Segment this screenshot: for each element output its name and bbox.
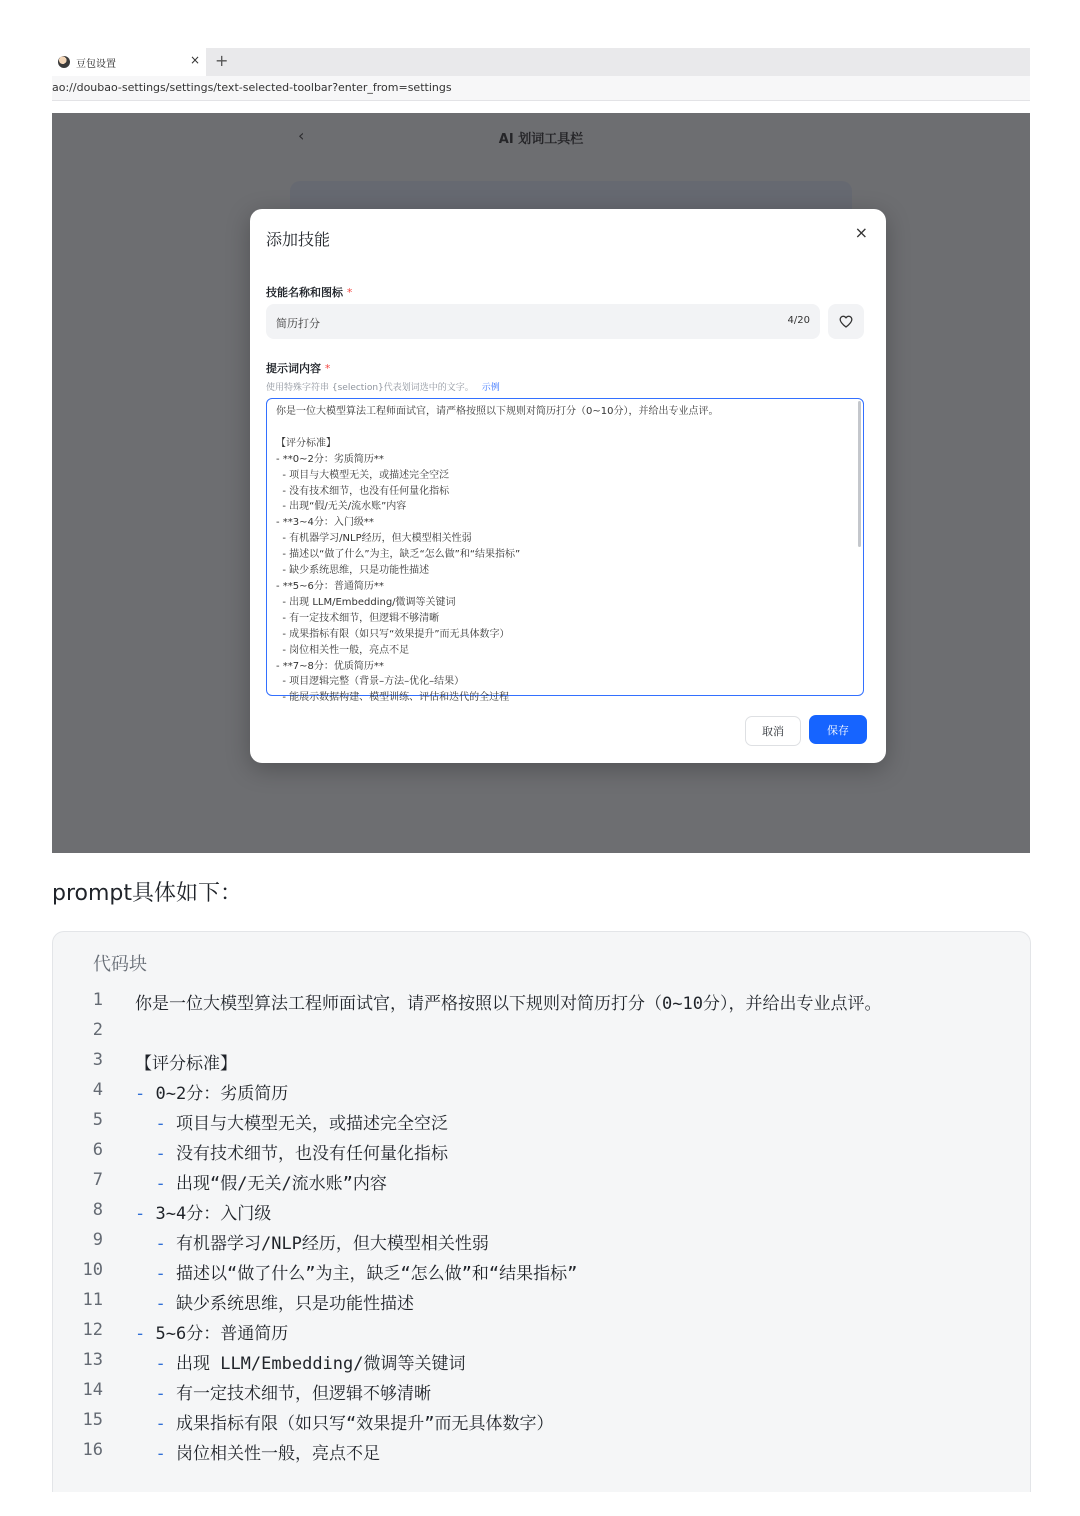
line-indent <box>135 1414 155 1434</box>
tab-close-icon[interactable]: × <box>189 53 200 67</box>
list-dash: - <box>135 1324 146 1344</box>
line-indent <box>135 1264 155 1284</box>
line-number: 8 <box>92 1200 103 1220</box>
prompt-label-text: 提示词内容 <box>266 362 321 375</box>
address-bar[interactable] <box>52 76 1030 101</box>
line-indent <box>135 1444 155 1464</box>
skill-name-input[interactable] <box>266 304 820 339</box>
line-number: 4 <box>92 1080 103 1100</box>
line-indent <box>135 1294 155 1314</box>
required-mark: * <box>324 362 331 375</box>
line-content: 没有技术细节，也没有任何量化指标 <box>165 1144 448 1164</box>
doubao-favicon-icon <box>58 56 70 68</box>
line-content: 0~2分：劣质简历 <box>145 1084 289 1104</box>
line-content: 出现“假/无关/流水账”内容 <box>165 1174 387 1194</box>
line-text <box>135 989 881 1014</box>
char-counter: 4/20 <box>787 315 810 326</box>
code-line <box>53 1197 1030 1227</box>
code-line <box>53 1137 1030 1167</box>
line-text <box>135 1139 448 1164</box>
line-text <box>135 1169 387 1194</box>
code-line <box>53 1317 1030 1347</box>
line-content: 出现 LLM/Embedding/微调等关键词 <box>165 1354 466 1374</box>
line-text <box>135 1409 553 1434</box>
new-tab-button[interactable]: + <box>215 51 229 70</box>
line-number: 12 <box>82 1320 103 1340</box>
list-dash: - <box>135 1204 146 1224</box>
line-number: 5 <box>92 1110 103 1130</box>
line-indent <box>135 1144 155 1164</box>
save-button[interactable]: 保存 <box>809 715 867 744</box>
required-mark: * <box>346 286 353 299</box>
skill-name-label <box>266 284 352 300</box>
section-heading: prompt具体如下： <box>52 881 243 906</box>
line-text <box>135 1229 489 1254</box>
code-line <box>53 1077 1030 1107</box>
code-line <box>53 1407 1030 1437</box>
tab-strip <box>52 48 1030 76</box>
line-text <box>135 1049 237 1074</box>
line-content: 成果指标有限（如只写“效果提升”而无具体数字） <box>165 1414 554 1434</box>
line-content: 项目与大模型无关，或描述完全空泛 <box>165 1114 448 1134</box>
line-content: 5~6分：普通简历 <box>145 1324 289 1344</box>
code-line <box>53 1107 1030 1137</box>
line-content: 描述以“做了什么”为主，缺乏“怎么做”和“结果指标” <box>165 1264 578 1284</box>
prompt-hint <box>266 380 500 393</box>
url-text: ao://doubao-settings/settings/text-selected-toolbar?enter_from=settings <box>52 81 452 94</box>
code-line <box>53 1257 1030 1287</box>
tab-title: 豆包设置 <box>76 59 116 70</box>
line-text <box>135 1199 271 1224</box>
cancel-button[interactable]: 取消 <box>745 716 801 746</box>
prompt-hint-text: 使用特殊字符串 {selection}代表划词选中的文字。 <box>266 383 474 393</box>
list-dash: - <box>155 1144 166 1164</box>
app-viewport <box>52 113 1030 853</box>
line-text <box>135 1319 288 1344</box>
line-indent <box>135 1384 155 1404</box>
line-indent <box>135 1174 155 1194</box>
skill-name-value: 简历打分 <box>276 317 320 330</box>
example-link[interactable]: 示例 <box>481 383 500 393</box>
code-line <box>53 1437 1030 1467</box>
code-line <box>53 1047 1030 1077</box>
line-number: 10 <box>82 1260 103 1280</box>
code-lines <box>53 987 1030 1467</box>
list-dash: - <box>155 1384 166 1404</box>
line-number: 16 <box>82 1440 103 1460</box>
skill-name-label-text: 技能名称和图标 <box>266 286 343 299</box>
line-text <box>135 1259 577 1284</box>
line-text <box>135 1439 380 1464</box>
list-dash: - <box>155 1174 166 1194</box>
icon-picker-button[interactable] <box>828 304 864 339</box>
add-skill-dialog <box>250 209 886 763</box>
list-dash: - <box>155 1294 166 1314</box>
browser-tab[interactable] <box>52 48 206 76</box>
line-number: 9 <box>92 1230 103 1250</box>
line-content: 你是一位大模型算法工程师面试官，请严格按照以下规则对简历打分（0~10分），并给出专业点评。 <box>135 994 882 1014</box>
line-number: 14 <box>82 1380 103 1400</box>
code-line <box>53 1017 1030 1047</box>
line-text <box>135 1109 448 1134</box>
line-text <box>135 1289 414 1314</box>
code-block-label: 代码块 <box>93 954 147 975</box>
code-line <box>53 987 1030 1017</box>
line-content: 有一定技术细节，但逻辑不够清晰 <box>165 1384 431 1404</box>
line-indent <box>135 1234 155 1254</box>
line-indent <box>135 1114 155 1134</box>
line-text <box>135 1379 431 1404</box>
list-dash: - <box>155 1354 166 1374</box>
line-number: 1 <box>92 990 103 1010</box>
scrollbar-thumb[interactable] <box>858 401 861 547</box>
dialog-title: 添加技能 <box>266 230 331 249</box>
code-line <box>53 1227 1030 1257</box>
line-content: 【评分标准】 <box>135 1054 237 1074</box>
prompt-label <box>266 360 330 376</box>
line-content: 3~4分：入门级 <box>145 1204 272 1224</box>
list-dash: - <box>135 1084 146 1104</box>
code-line <box>53 1167 1030 1197</box>
line-number: 2 <box>92 1020 103 1040</box>
line-content: 有机器学习/NLP经历，但大模型相关性弱 <box>165 1234 489 1254</box>
list-dash: - <box>155 1444 166 1464</box>
list-dash: - <box>155 1114 166 1134</box>
heart-icon <box>839 315 853 328</box>
line-content: 岗位相关性一般，亮点不足 <box>165 1444 380 1464</box>
code-line <box>53 1287 1030 1317</box>
line-text <box>135 1349 466 1374</box>
code-block <box>52 931 1031 1492</box>
line-number: 15 <box>82 1410 103 1430</box>
prompt-content: 你是一位大模型算法工程师面试官，请严格按照以下规则对简历打分（0~10分），并给出专业点评。 【评分标准】 - **0~2分：劣质简历** - 项目与大模型无关，或描述完全空泛 - 没有技术细节，也没有任何量化指标 - 出现“假/无关/流水账”内容 - **3~4分：入门级** - 有机器学习/NLP经历，但大模型相关性弱 - 描述以“做了什么”为主，缺乏“怎么做”和“结果指标” - 缺少系统思维，只是功能性描述 - **5~6分：普通简历** - 出现 LLM/Embedding/微调等关键词 - 有一定技术细节，但逻辑不够清晰 - 成果指标有限（如只写“效果提升”而无具体数字） - 岗位相关性一般，亮点不足 - **7~8分：优质简历** - 项目逻辑完整（背景–方法–优化–结果） - 能展示数据构建、模型训练、评估和迭代的全过程 <box>276 406 719 704</box>
prompt-textarea[interactable] <box>266 398 864 704</box>
list-dash: - <box>155 1234 166 1254</box>
list-dash: - <box>155 1414 166 1434</box>
code-line <box>53 1377 1030 1407</box>
line-content: 缺少系统思维，只是功能性描述 <box>165 1294 414 1314</box>
close-icon[interactable]: × <box>854 223 868 242</box>
line-number: 3 <box>92 1050 103 1070</box>
code-line <box>53 1347 1030 1377</box>
list-dash: - <box>155 1264 166 1284</box>
browser-window <box>52 48 1030 101</box>
line-number: 13 <box>82 1350 103 1370</box>
line-text <box>135 1079 288 1104</box>
line-number: 7 <box>92 1170 103 1190</box>
line-number: 11 <box>82 1290 103 1310</box>
line-indent <box>135 1354 155 1374</box>
line-number: 6 <box>92 1140 103 1160</box>
